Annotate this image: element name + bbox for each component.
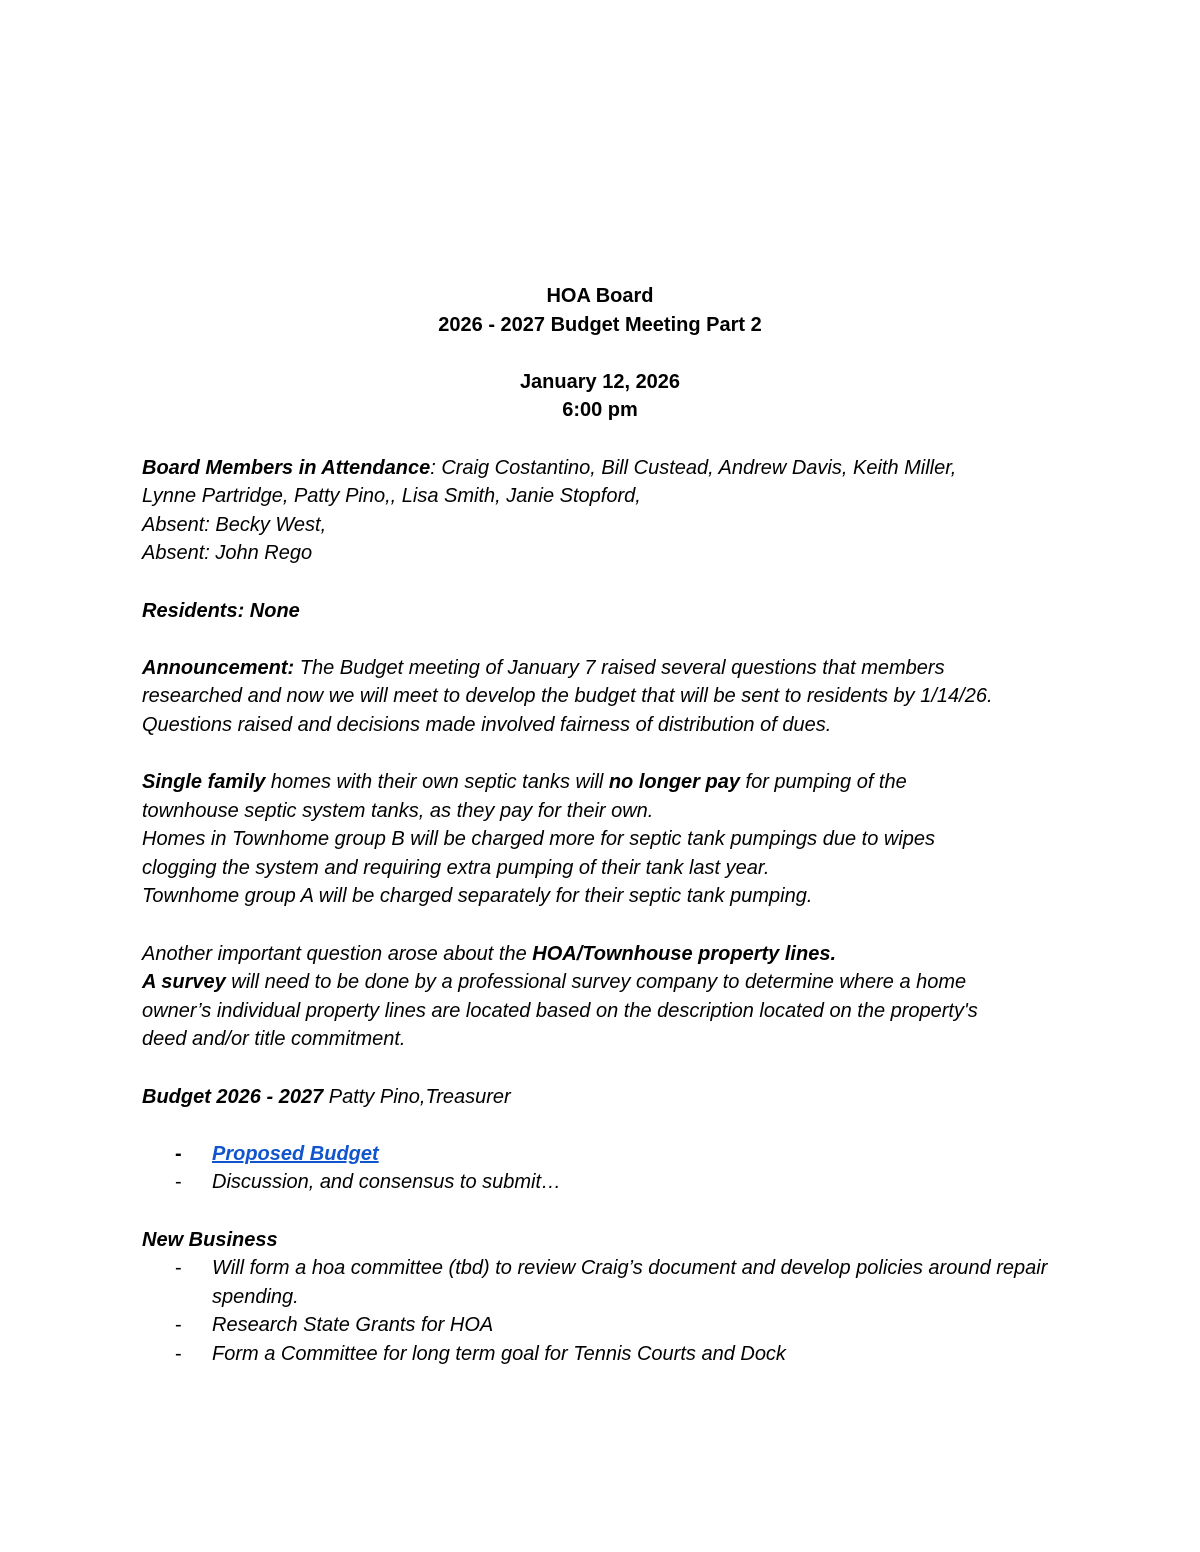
attendance-members-2: Lynne Partridge, Patty Pino,, Lisa Smith, Janie Stopford, xyxy=(142,485,641,508)
attendance-section xyxy=(142,454,1072,568)
list-item-text: Research State Grants for HOA xyxy=(212,1314,494,1337)
survey-text-2: will need to be done by a professional survey company to determine where a home xyxy=(225,971,967,994)
document-header xyxy=(142,282,1058,425)
absent-line-2: Absent: John Rego xyxy=(142,542,313,565)
announcement-text-1: The Budget meeting of January 7 raised several questions that members xyxy=(294,656,945,679)
list-marker: - xyxy=(175,1142,182,1165)
new-business-section xyxy=(142,1226,1072,1255)
document-page xyxy=(142,282,1072,1369)
budget-label: Budget 2026 - 2027 xyxy=(142,1085,324,1108)
list-item xyxy=(142,1254,1072,1311)
absent-line-1: Absent: Becky West, xyxy=(142,513,327,536)
septic-text-1a: homes with their own septic tanks will xyxy=(265,771,609,794)
announcement-section xyxy=(142,654,1072,740)
septic-text-2: townhouse septic system tanks, as they pay for their own. xyxy=(142,799,654,822)
list-item xyxy=(142,1168,1072,1197)
list-item-text: Discussion, and consensus to submit… xyxy=(212,1171,562,1194)
a-survey-label: A survey xyxy=(142,971,226,994)
survey-section xyxy=(142,940,1072,1054)
list-item-text: Form a Committee for long term goal for Tennis Courts and Dock xyxy=(212,1342,786,1365)
new-business-list xyxy=(142,1254,1072,1368)
list-item xyxy=(142,1340,1072,1369)
survey-text-1: Another important question arose about the xyxy=(142,942,533,965)
septic-text-5: Townhome group A will be charged separately for their septic tank pumping. xyxy=(142,885,813,908)
budget-list xyxy=(142,1140,1072,1197)
attendance-members-1: : Craig Costantino, Bill Custead, Andrew Davis, Keith Miller, xyxy=(430,456,957,479)
residents-section xyxy=(142,597,1072,626)
new-business-label: New Business xyxy=(142,1228,278,1251)
announcement-text-3: Questions raised and decisions made involved fairness of distribution of dues. xyxy=(142,713,832,736)
announcement-label: Announcement: xyxy=(142,656,295,679)
property-lines-label: HOA/Townhouse property lines. xyxy=(532,942,836,965)
meeting-time: 6:00 pm xyxy=(562,399,638,422)
budget-section xyxy=(142,1083,1072,1112)
list-item-text: Will form a hoa committee (tbd) to review Craig’s document and develop policies around repair spending. xyxy=(212,1257,1048,1308)
list-item xyxy=(142,1140,1072,1169)
list-marker: - xyxy=(175,1314,182,1337)
header-title: HOA Board xyxy=(546,285,654,307)
announcement-text-2: researched and now we will meet to develop the budget that will be sent to residents by 1/14/26. xyxy=(142,685,993,708)
single-family-label: Single family xyxy=(142,771,266,794)
survey-text-4: deed and/or title commitment. xyxy=(142,1028,406,1051)
septic-section xyxy=(142,768,1072,911)
list-item xyxy=(142,1311,1072,1340)
residents-line: Residents: None xyxy=(142,599,300,622)
budget-treasurer: Patty Pino,Treasurer xyxy=(323,1085,511,1108)
septic-text-4: clogging the system and requiring extra pumping of their tank last year. xyxy=(142,856,770,879)
proposed-budget-link[interactable]: Proposed Budget xyxy=(212,1142,379,1165)
attendance-label: Board Members in Attendance xyxy=(142,456,431,479)
header-subtitle: 2026 - 2027 Budget Meeting Part 2 xyxy=(438,313,762,336)
list-marker: - xyxy=(175,1257,182,1280)
survey-text-3: owner’s individual property lines are located based on the description located on the property's xyxy=(142,999,978,1022)
septic-text-3: Homes in Townhome group B will be charged more for septic tank pumpings due to wipes xyxy=(142,828,936,851)
meeting-date: January 12, 2026 xyxy=(519,370,681,393)
list-marker: - xyxy=(175,1342,182,1365)
septic-text-1b: for pumping of the xyxy=(739,771,907,794)
no-longer-pay-label: no longer pay xyxy=(608,771,740,794)
list-marker: - xyxy=(175,1171,182,1194)
attendance-line-1 xyxy=(142,454,1072,483)
